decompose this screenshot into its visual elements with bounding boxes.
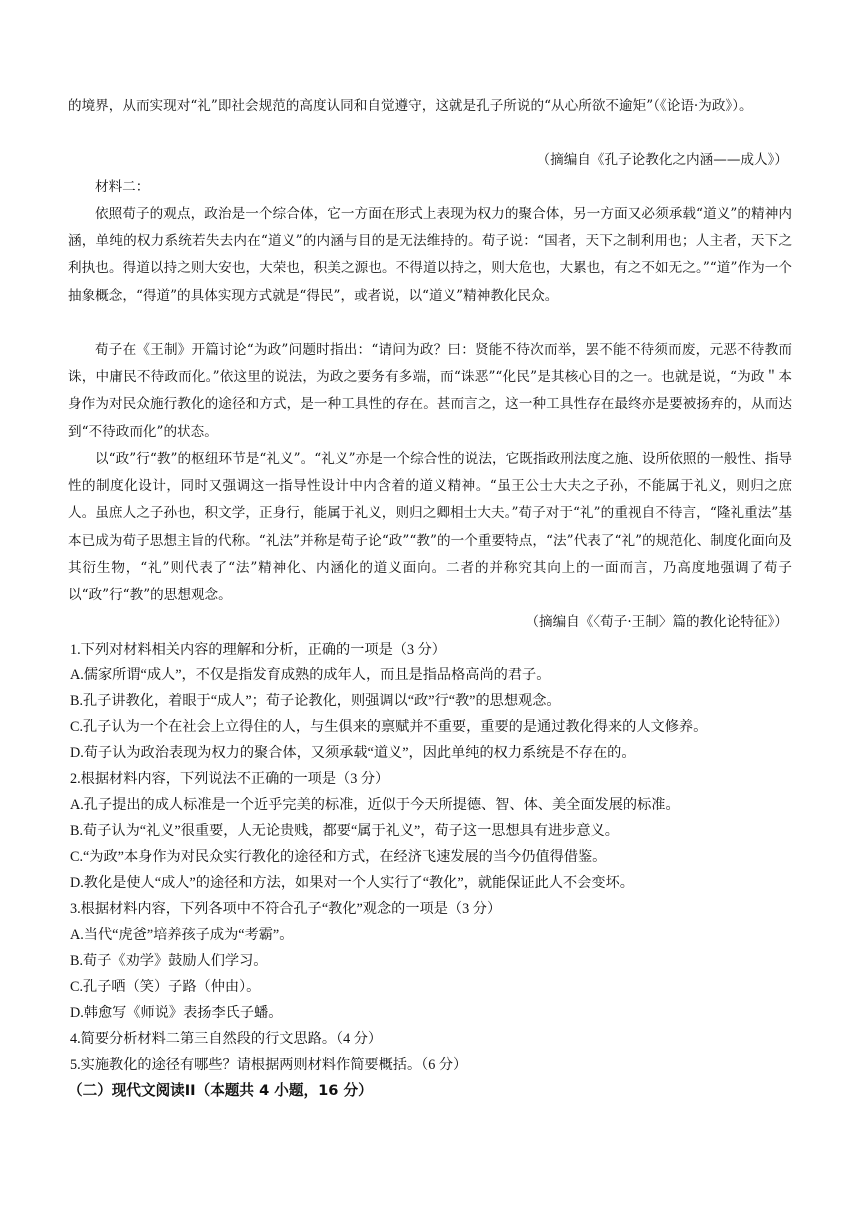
source-citation-1: （摘编自《孔子论教化之内涵——成人》） — [536, 152, 788, 168]
source-citation-2: （摘编自《〈荀子·王制〉篇的教化论特征》） — [525, 614, 788, 630]
question-3-option-b: B.荀子《劝学》鼓励人们学习。 — [70, 953, 268, 969]
question-4: 4.简要分析材料二第三自然段的行文思路。（4 分） — [70, 1031, 383, 1047]
question-3-option-c: C.孔子哂（笑）子路（仲由）。 — [70, 979, 261, 995]
question-3-option-d: D.韩愈写《师说》表扬李氏子蟠。 — [70, 1005, 283, 1021]
question-1-option-c: C.孔子认为一个在社会上立得住的人，与生俱来的禀赋并不重要，重要的是通过教化得来的人文修养。 — [70, 719, 708, 735]
question-2-option-c: C.“为政”本身作为对民众实行教化的途径和方式，在经济飞速发展的当今仍值得借鉴。 — [70, 849, 607, 865]
question-3-option-a: A.当代“虎爸”培养孩子成为“考霸”。 — [70, 927, 294, 943]
question-1-option-d: D.荀子认为政治表现为权力的聚合体，又须承载“道义”，因此单纯的权力系统是不存在的。 — [70, 745, 636, 761]
continued-paragraph: 的境界，从而实现对“礼”即社会规范的高度认同和自觉遵守，这就是孔子所说的“从心所欲不逾矩”（《论语·为政》）。 — [68, 98, 753, 114]
question-2-stem: 2.根据材料内容，下列说法不正确的一项是（3 分） — [70, 771, 390, 787]
question-1-option-b: B.孔子讲教化，着眼于“成人”；荀子论教化，则强调以“政”行“教”的思想观念。 — [70, 693, 561, 709]
material-2-heading: 材料二： — [95, 179, 150, 195]
question-1-option-a: A.儒家所谓“成人”，不仅是指发育成熟的成年人，而且是指品格高尚的君子。 — [70, 667, 551, 683]
question-2-option-d: D.教化是使人“成人”的途径和方法，如果对一个人实行了“教化”，就能保证此人不会变坏。 — [70, 875, 634, 891]
question-2-option-b: B.荀子认为“礼义”很重要，人无论贵贱，都要“属于礼义”，荀子这一思想具有进步意义。 — [70, 823, 619, 839]
question-2-option-a: A.孔子提出的成人标准是一个近乎完美的标准，近似于今天所提德、智、体、美全面发展的标准。 — [70, 797, 680, 813]
material-2-paragraph-2: 荀子在《王制》开篇讨论“为政”问题时指出：“请问为政？曰：贤能不待次而举，罢不能不待须而废，元恶不待教而诛，中庸民不待政而化。”依这里的说法，为政之要务有多端，而“诛恶”“化民”是其核心目的之一。也就是说，“为政＂本身作为对民众施行教化的途径和方式，是一种工具性的存在。甚而言之，这一种工具性存在最终亦是要被扬弃的，从而达到“不待政而化”的状态。 — [68, 342, 792, 440]
question-3-stem: 3.根据材料内容，下列各项中不符合孔子“教化”观念的一项是（3 分） — [70, 901, 502, 917]
material-2-paragraph-1: 依照荀子的观点，政治是一个综合体，它一方面在形式上表现为权力的聚合体，另一方面又必须承载“道义”的精神内涵，单纯的权力系统若失去内在“道义”的内涵与目的是无法维持的。荀子说：“国者，天下之制利用也；人主者，天下之利执也。得道以持之则大安也，大荣也，积美之源也。不得道以持之，则大危也，大累也，有之不如无之。”“道”作为一个抽象概念，“得道”的具体实现方式就是“得民”，或者说，以“道义”精神教化民众。 — [68, 206, 792, 304]
material-2-paragraph-3: 以“政”行“教”的枢纽环节是“礼义”。“礼义”亦是一个综合性的说法，它既指政刑法度之施、设所依照的一般性、指导性的制度化设计，同时又强调这一指导性设计中内含着的道义精神。“虽王公士大夫之子孙，不能属于礼义，则归之庶人。虽庶人之子孙也，积文学，正身行，能属于礼义，则归之卿相士大夫。”荀子对于“礼”的重视自不待言，“隆礼重法”基本已成为荀子思想主旨的代称。“礼法”并称是荀子论“政”“教”的一个重要特点，“法”代表了“礼”的规范化、制度化面向及其衍生物，“礼”则代表了“法”精神化、内涵化的道义面向。二者的并称究其向上的一面而言，乃高度地强调了荀子以“政”行“教”的思想观念。 — [68, 451, 792, 604]
question-1-stem: 1.下列对材料相关内容的理解和分析，正确的一项是（3 分） — [70, 642, 446, 658]
section-heading: （二）现代文阅读II（本题共 4 小题，16 分） — [68, 1082, 373, 1099]
question-5: 5.实施教化的途径有哪些？请根据两则材料作简要概括。（6 分） — [70, 1057, 468, 1073]
